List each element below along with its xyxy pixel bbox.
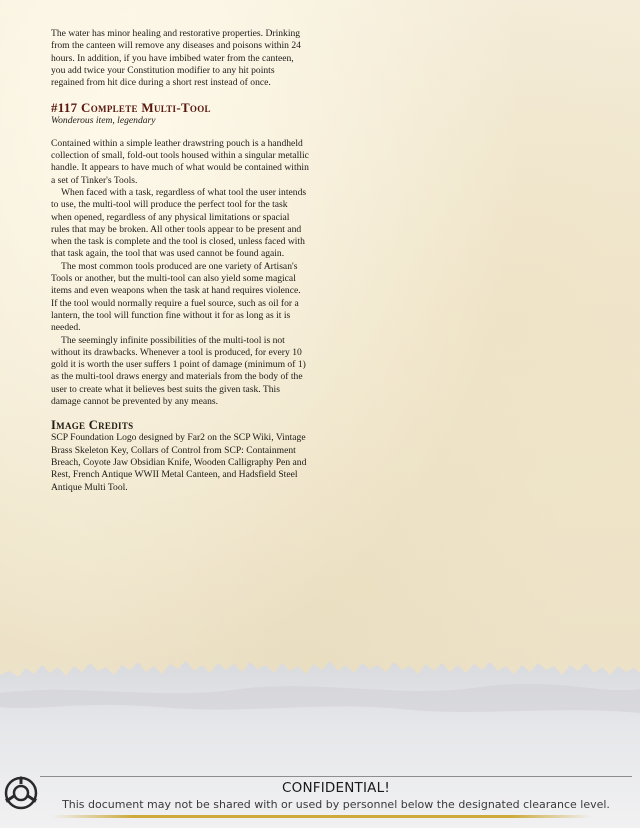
text-column — [51, 28, 309, 494]
item-subtitle: Wonderous item, legendary — [51, 115, 156, 127]
credits-title: Image Credits — [51, 418, 134, 433]
confidential-notice: This document may not be shared with or used by personnel below the designated clearance level. — [62, 798, 610, 811]
item-paragraph-3: The most common tools produced are one variety of Artisan's Tools or another, but the multi-tool can also yield some magical items and even weapons when the task at hand requires violence. If the tool would normally require a fuel source, such as oil for a lantern, the tool will function fine without it for as long as it is needed. — [51, 260, 301, 334]
scp-logo-icon — [4, 776, 38, 810]
gold-accent-line — [52, 815, 592, 818]
credits-paragraph: SCP Foundation Logo designed by Far2 on the SCP Wiki, Vintage Brass Skeleton Key, Collars of Control from SCP: Containment Breach, Coyote Jaw Obsidian Knife, Wooden Calligraphy Pen and Rest, French Antique WWII Metal Canteen, and Hadsfield Steel Antique Multi Tool. — [51, 432, 307, 493]
item-paragraph-4: The seemingly infinite possibilities of the multi-tool is not without its drawbacks. Whenever a tool is produced, for every 10 gold it is worth the user suffers 1 point of damage (minimum of 1) as the multi-tool draws energy and materials from the body of the user to create what it believes best suits the given task. This damage cannot be prevented by any means. — [51, 334, 306, 408]
intro-paragraph: The water has minor healing and restorative properties. Drinking from the canteen will remove any diseases and poisons within 24 hours. In addition, if you have imbibed water from the canteen, you add twice your Constitution modifier to any hit points regained from hit dice during a short rest instead of once. — [51, 28, 301, 89]
footer-divider — [40, 776, 632, 777]
confidential-title: CONFIDENTIAL! — [282, 780, 390, 796]
item-title: #117 Complete Multi-Tool — [51, 100, 211, 116]
item-paragraph-2: When faced with a task, regardless of what tool the user intends to use, the multi-tool will produce the perfect tool for the task when opened, regardless of any physical limitations or spacial rules that may be broken. All other tools appear to be present and when the task is complete and the tool is closed, unless faced with that task again, the tool that was used cannot be found again. — [51, 186, 307, 260]
item-paragraph-1: Contained within a simple leather drawstring pouch is a handheld collection of small, fold-out tools housed within a singular metallic handle. It appears to have much of what would be contained within a set of Tinker's Tools. — [51, 137, 309, 186]
